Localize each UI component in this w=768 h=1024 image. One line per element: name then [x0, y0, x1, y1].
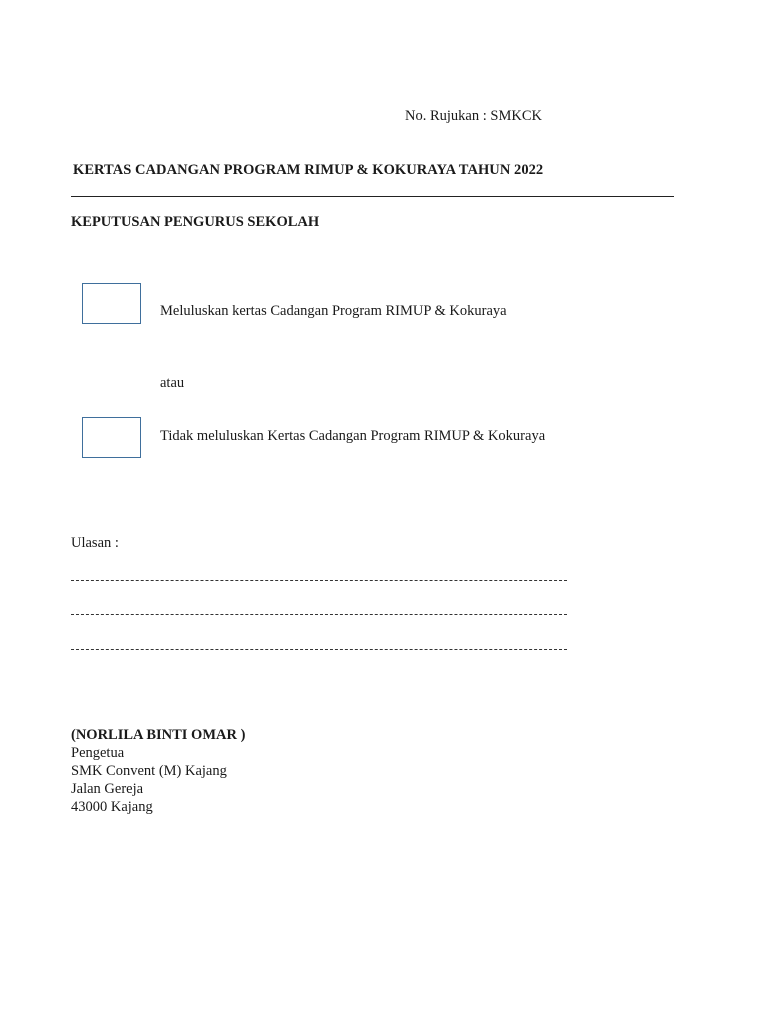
remarks-line-3	[71, 649, 567, 650]
remarks-line-2	[71, 614, 567, 615]
reject-checkbox[interactable]	[82, 417, 141, 458]
title-divider	[71, 196, 674, 197]
street-address: Jalan Gereja	[71, 781, 144, 797]
approve-checkbox[interactable]	[82, 283, 141, 324]
document-title: KERTAS CADANGAN PROGRAM RIMUP & KOKURAYA TAHUN 2022	[73, 162, 544, 178]
signatory-position: Pengetua	[71, 745, 125, 761]
section-heading: KEPUTUSAN PENGURUS SEKOLAH	[71, 214, 320, 230]
approve-label: Meluluskan kertas Cadangan Program RIMUP & Kokuraya	[160, 303, 507, 319]
reference-number: No. Rujukan : SMKCK	[405, 108, 542, 124]
signatory-name: (NORLILA BINTI OMAR )	[71, 727, 246, 743]
signature-block	[71, 726, 245, 816]
remarks-label: Ulasan :	[71, 535, 119, 551]
school-name: SMK Convent (M) Kajang	[71, 763, 227, 779]
postcode-city: 43000 Kajang	[71, 799, 153, 815]
remarks-line-1	[71, 580, 567, 581]
or-text: atau	[160, 375, 185, 391]
reject-label: Tidak meluluskan Kertas Cadangan Program RIMUP & Kokuraya	[160, 428, 546, 444]
